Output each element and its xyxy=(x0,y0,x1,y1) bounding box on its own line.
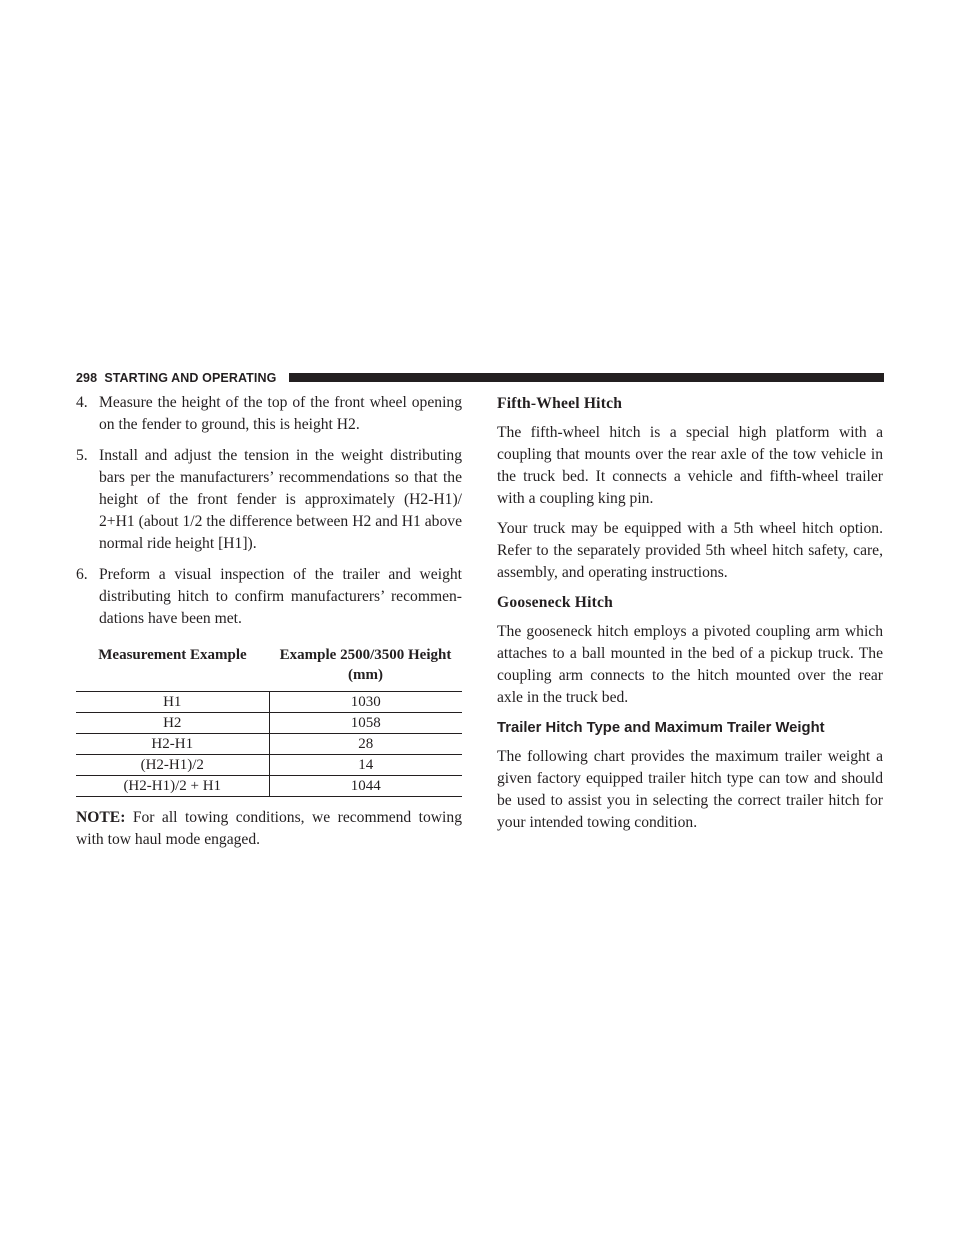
header-rule xyxy=(289,373,884,382)
fifth-wheel-option-paragraph: Your truck may be equipped with a 5th wheel hitch option. Refer to the separately provided 5th wheel hitch safety, care, assembly, and operating instructions. xyxy=(497,520,883,581)
table-cell: (H2-H1)/2 + H1 xyxy=(76,776,269,797)
section-title: STARTING AND OPERATING xyxy=(104,371,277,385)
step-text: Preform a visual inspection of the trailer and weight distributing hitch to confirm manufacturers’ recommen- dations have been met. xyxy=(99,566,462,627)
table-row xyxy=(76,692,462,713)
table-row xyxy=(76,755,462,776)
page-header xyxy=(76,370,884,386)
page-number: 298 xyxy=(76,371,98,385)
step-number: 4. xyxy=(76,394,88,411)
step-4 xyxy=(76,392,462,436)
table-cell: H1 xyxy=(76,692,269,713)
table-header-row xyxy=(76,643,462,692)
fifth-wheel-paragraph: The fifth-wheel hitch is a special high platform with a coupling that mounts over the rear axle of the tow vehicle in the truck bed. It connects a vehicle and fifth-wheel trailer with a coupling king pin. xyxy=(497,424,883,507)
height-measurement-table xyxy=(76,643,462,797)
table-row xyxy=(76,734,462,755)
step-text: Measure the height of the top of the front wheel opening on the fender to ground, this is height H2. xyxy=(99,394,462,433)
table-cell: 28 xyxy=(269,734,462,755)
column-header-measurement: Measurement Example xyxy=(76,643,269,692)
table-row xyxy=(76,776,462,797)
table-cell: 1058 xyxy=(269,713,462,734)
step-5 xyxy=(76,445,462,555)
trailer-weight-paragraph: The following chart provides the maximum trailer weight a given factory equipped trailer hitch type can tow and should be used to assist you in selecting the correct trailer hitch for your intended towing condition. xyxy=(497,748,883,831)
step-text: Install and adjust the tension in the weight distributing bars per the manufacturers’ recommendations so that the height of the front fender is approximately (H2-H1)/ 2+H1 (about 1/2 the difference between H2 and H1 above normal ride height [H1]). xyxy=(99,447,462,552)
step-number: 6. xyxy=(76,566,88,583)
header-text xyxy=(76,370,276,386)
step-number: 5. xyxy=(76,447,88,464)
table-cell: 1044 xyxy=(269,776,462,797)
right-column xyxy=(497,392,883,842)
fifth-wheel-heading: Fifth-Wheel Hitch xyxy=(497,395,623,412)
table-cell: (H2-H1)/2 xyxy=(76,755,269,776)
table-cell: H2-H1 xyxy=(76,734,269,755)
table-cell: 1030 xyxy=(269,692,462,713)
gooseneck-heading: Gooseneck Hitch xyxy=(497,594,614,611)
left-column xyxy=(76,392,462,851)
step-6 xyxy=(76,564,462,630)
table-cell: H2 xyxy=(76,713,269,734)
towing-note xyxy=(76,807,462,851)
note-label: NOTE: xyxy=(76,809,126,826)
table-row xyxy=(76,713,462,734)
note-text: For all towing conditions, we recommend towing with tow haul mode engaged. xyxy=(76,809,462,848)
trailer-weight-heading: Trailer Hitch Type and Maximum Trailer Weight xyxy=(497,720,825,736)
column-header-height: Example 2500/3500 Height (mm) xyxy=(269,643,462,692)
gooseneck-paragraph: The gooseneck hitch employs a pivoted coupling arm which attaches to a ball mounted in the bed of a pickup truck. The coupling arm connects to the hitch mounted over the rear axle in the truck bed. xyxy=(497,623,883,706)
table-cell: 14 xyxy=(269,755,462,776)
